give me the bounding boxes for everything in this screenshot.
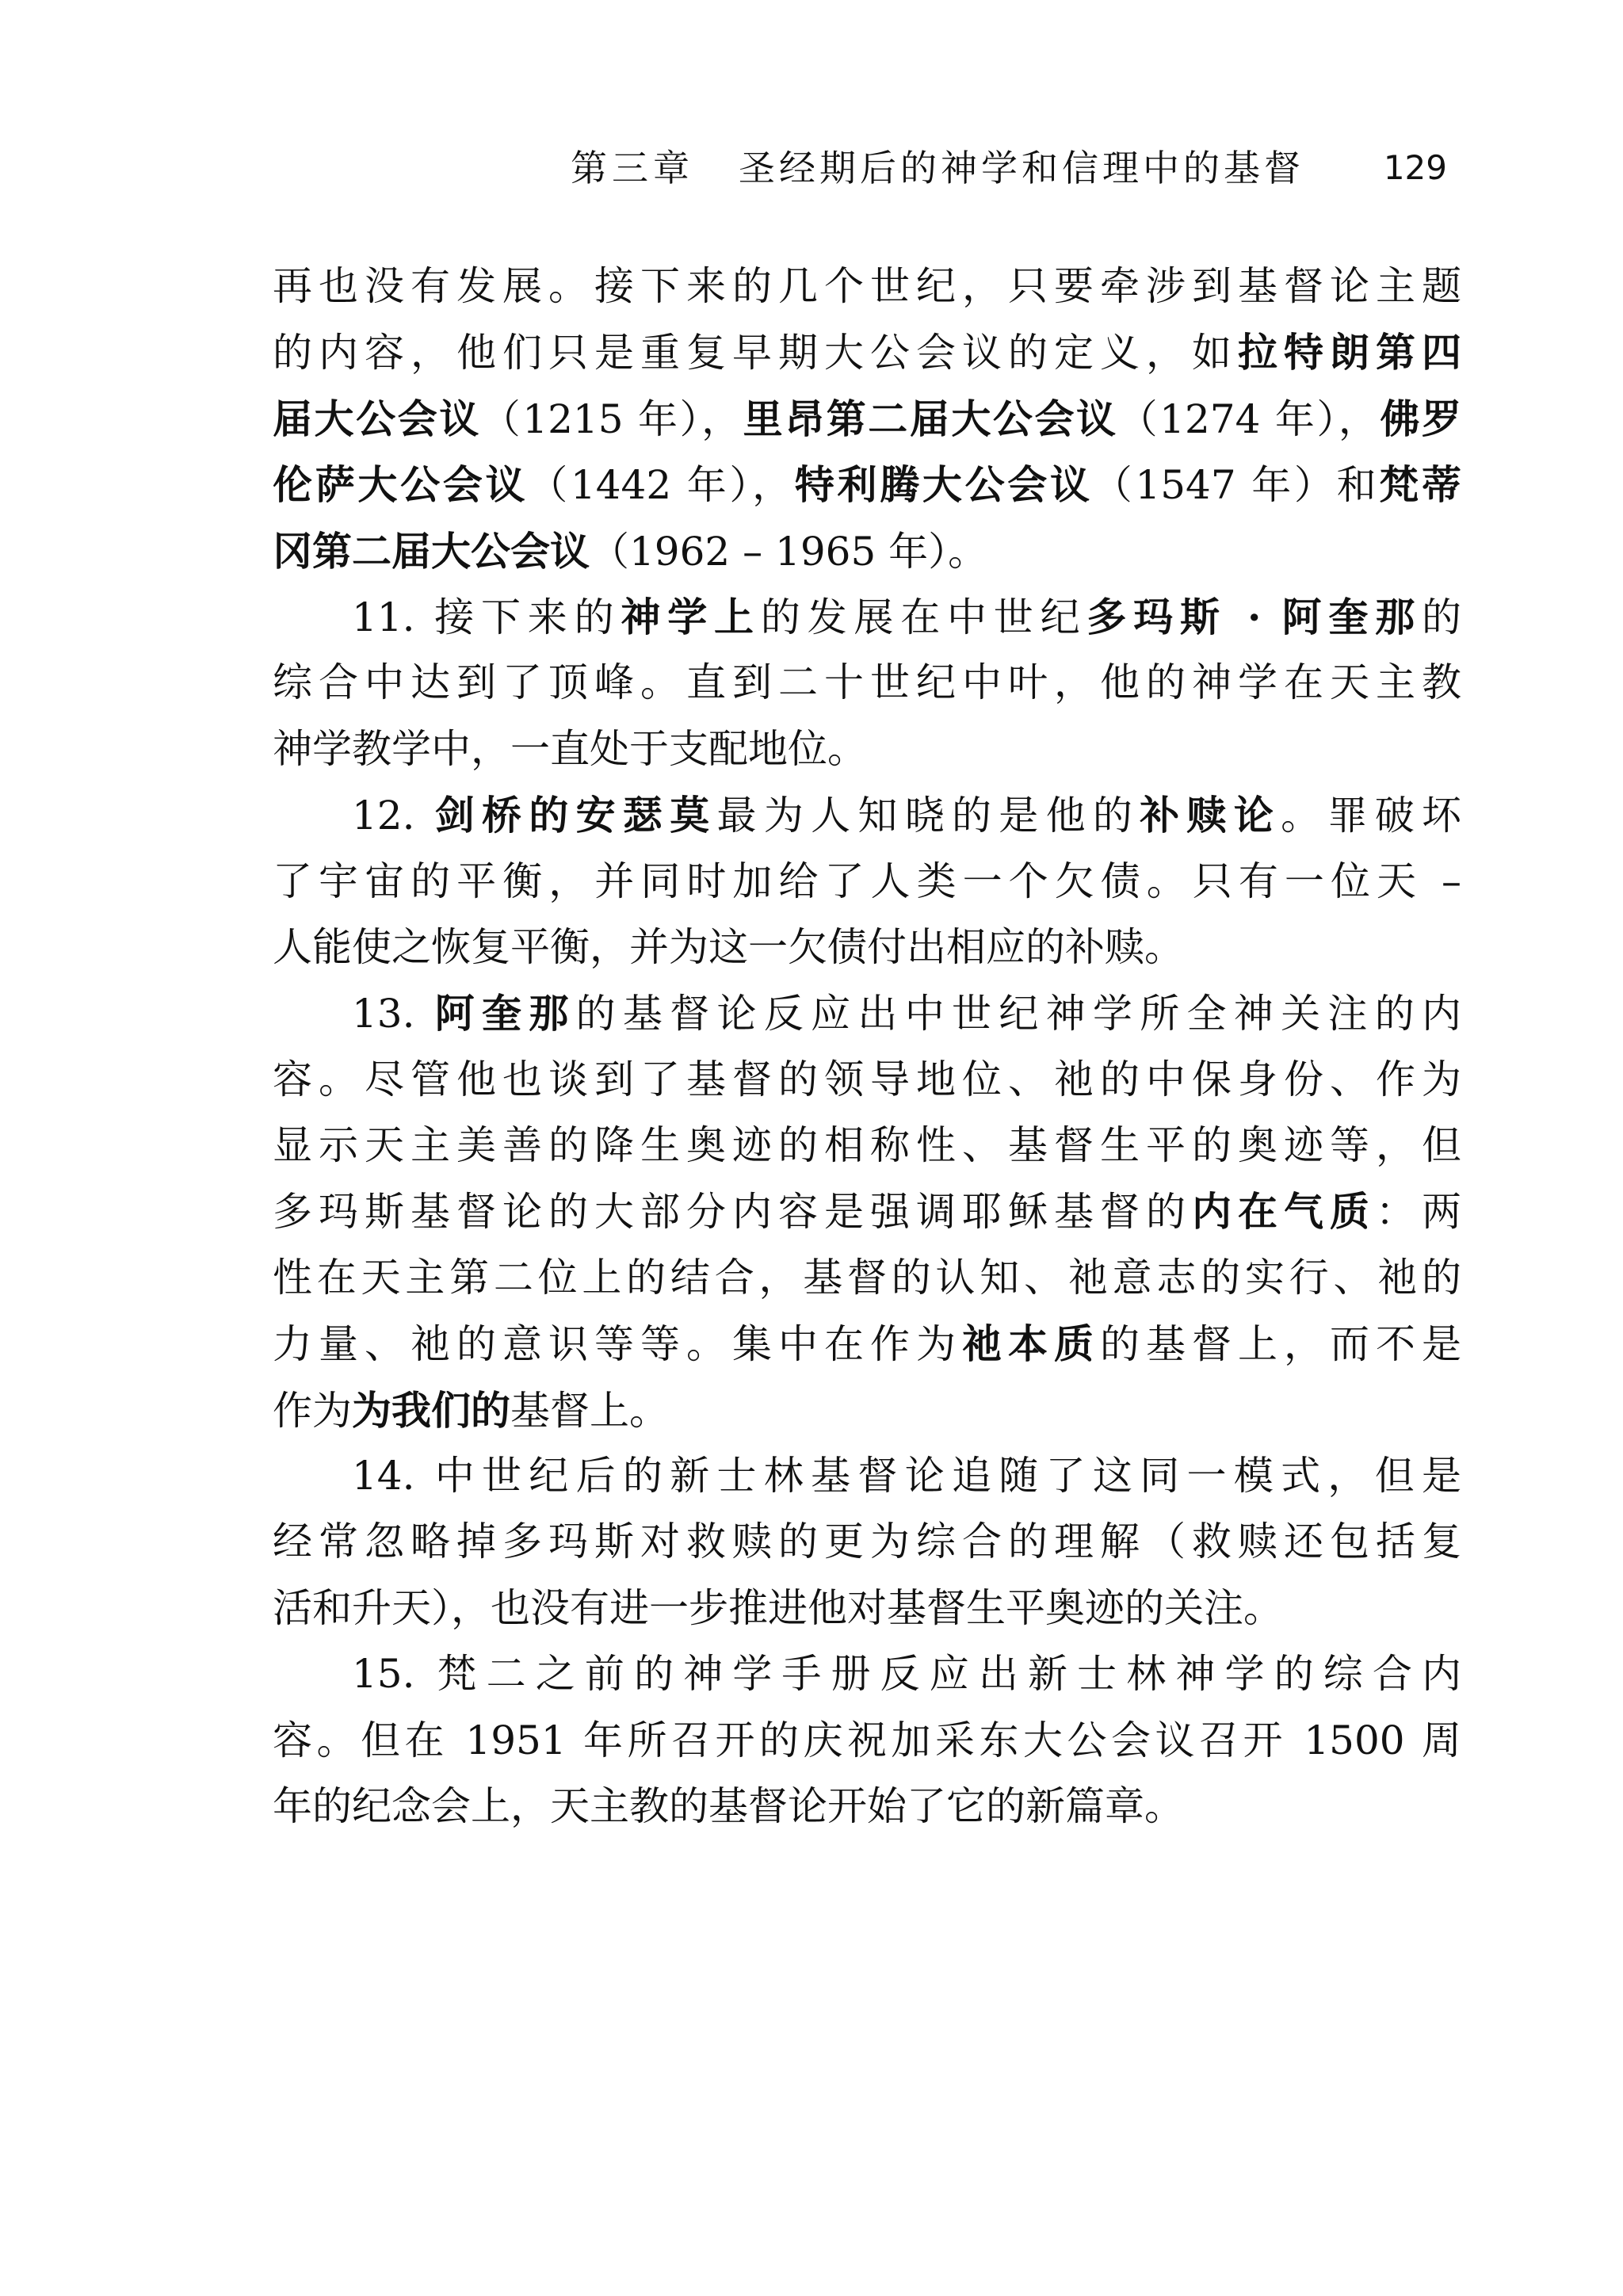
text-line [273, 518, 1461, 584]
emphasis-text: 内在气质 [1192, 1188, 1376, 1236]
emphasis-text: 伦萨大公会议 [273, 461, 529, 509]
text-line [273, 1641, 1461, 1707]
text-line [273, 716, 1461, 782]
text-run: 作为 [273, 1387, 352, 1434]
running-head [571, 136, 1447, 200]
text-line [273, 1377, 1461, 1443]
text-run: 11. 接下来的 [352, 594, 621, 640]
text-run: （1215 年）， [480, 395, 743, 442]
text-line [273, 782, 1461, 848]
text-run: （1442 年）， [528, 462, 795, 509]
text-line [273, 1311, 1461, 1377]
text-run: 13. [352, 991, 435, 1037]
text-run: 人能使之恢复平衡，并为这一欠债付出相应的补赎。 [273, 923, 1184, 970]
text-line [273, 452, 1461, 518]
text-run: （1274 年）， [1117, 395, 1381, 442]
text-run: 年的纪念会上，天主教的基督论开始了它的新篇章。 [273, 1782, 1184, 1829]
text-run: 性在天主第二位上的结合，基督的认知、祂意志的实行、祂的 [273, 1254, 1461, 1301]
chapter-label: 第三章 [571, 147, 694, 189]
text-run: 再也没有发展。接下来的几个世纪，只要牵涉到基督论主题 [273, 263, 1461, 309]
emphasis-text: 梵蒂 [1379, 461, 1462, 509]
body-text [273, 254, 1461, 1839]
emphasis-text: 佛罗 [1380, 395, 1462, 442]
text-run: 综合中达到了顶峰。直到二十世纪中叶，他的神学在天主教 [273, 659, 1461, 706]
text-run: 的发展在中世纪 [760, 594, 1087, 640]
text-line [273, 1245, 1461, 1311]
text-run: 显示天主美善的降生奥迹的相称性、基督生平的奥迹等，但 [273, 1122, 1461, 1169]
emphasis-text: 里昂第二届大公会议 [743, 395, 1118, 442]
emphasis-text: 特利腾大公会议 [794, 461, 1093, 509]
text-line [273, 915, 1461, 980]
text-run: 14. 中世纪后的新士林基督论追随了这同一模式，但是 [352, 1453, 1461, 1499]
text-run: 经常忽略掉多玛斯对救赎的更为综合的理解（救赎还包括复 [273, 1519, 1461, 1565]
text-run: 12. [352, 793, 435, 839]
text-run: 容。但在 1951 年所召开的庆祝加采东大公会议召开 1500 周 [273, 1717, 1461, 1763]
page-number: 129 [1383, 148, 1447, 187]
text-run: 最为人知晓的是他的 [716, 793, 1140, 839]
text-line [273, 1047, 1461, 1113]
text-run: 的基督论反应出中世纪神学所全神关注的内 [575, 991, 1462, 1037]
emphasis-text: 拉特朗第四 [1238, 329, 1461, 376]
emphasis-text: 届大公会议 [273, 395, 481, 442]
text-run: 15. 梵二之前的神学手册反应出新士林神学的综合内 [352, 1651, 1461, 1698]
text-run: 神学教学中，一直处于支配地位。 [273, 725, 867, 772]
text-run: 活和升天），也没有进一步推进他对基督生平奥迹的关注。 [273, 1584, 1283, 1631]
text-line [273, 584, 1461, 650]
text-line [273, 1443, 1461, 1509]
text-line [273, 1179, 1461, 1244]
text-line [273, 1708, 1461, 1774]
emphasis-text: 冈第二届大公会议 [273, 527, 590, 575]
text-line [273, 1774, 1461, 1839]
emphasis-text: 阿奎那 [434, 990, 576, 1037]
emphasis-text: 剑桥的安瑟莫 [434, 792, 717, 839]
text-line [273, 980, 1461, 1046]
chapter-title: 圣经期后的神学和信理中的基督 [739, 147, 1304, 189]
text-line [273, 254, 1461, 319]
text-run: 基督上。 [510, 1387, 669, 1434]
emphasis-text: 补赎论 [1140, 792, 1281, 839]
text-run: 力量、祂的意识等等。集中在作为 [273, 1321, 962, 1368]
text-run: 。罪破坏 [1281, 793, 1462, 839]
text-line [273, 849, 1461, 915]
text-run: 的内容，他们只是重复早期大公会议的定义，如 [273, 330, 1238, 376]
text-line [273, 1576, 1461, 1641]
text-run: 容。尽管他也谈到了基督的领导地位、祂的中保身份、作为 [273, 1056, 1461, 1102]
text-run: 多玛斯基督论的大部分内容是强调耶稣基督的 [273, 1189, 1192, 1236]
text-run: ：两 [1376, 1189, 1461, 1236]
text-run: 了宇宙的平衡，并同时加给了人类一个欠债。只有一位天 – [273, 858, 1461, 904]
text-line [273, 319, 1461, 385]
emphasis-text: 多玛斯 · 阿奎那 [1086, 593, 1423, 640]
emphasis-text: 祂本质 [962, 1320, 1100, 1368]
text-line [273, 386, 1461, 452]
text-line [273, 1509, 1461, 1575]
text-line [273, 1113, 1461, 1179]
emphasis-text: 为我们的 [352, 1386, 510, 1434]
text-run: （1962 – 1965 年）。 [590, 528, 988, 575]
text-run: 的 [1422, 594, 1462, 640]
text-run: 的基督上，而不是 [1100, 1321, 1461, 1368]
text-run: （1547 年）和 [1092, 462, 1380, 509]
emphasis-text: 神学上 [621, 593, 761, 640]
text-line [273, 650, 1461, 716]
